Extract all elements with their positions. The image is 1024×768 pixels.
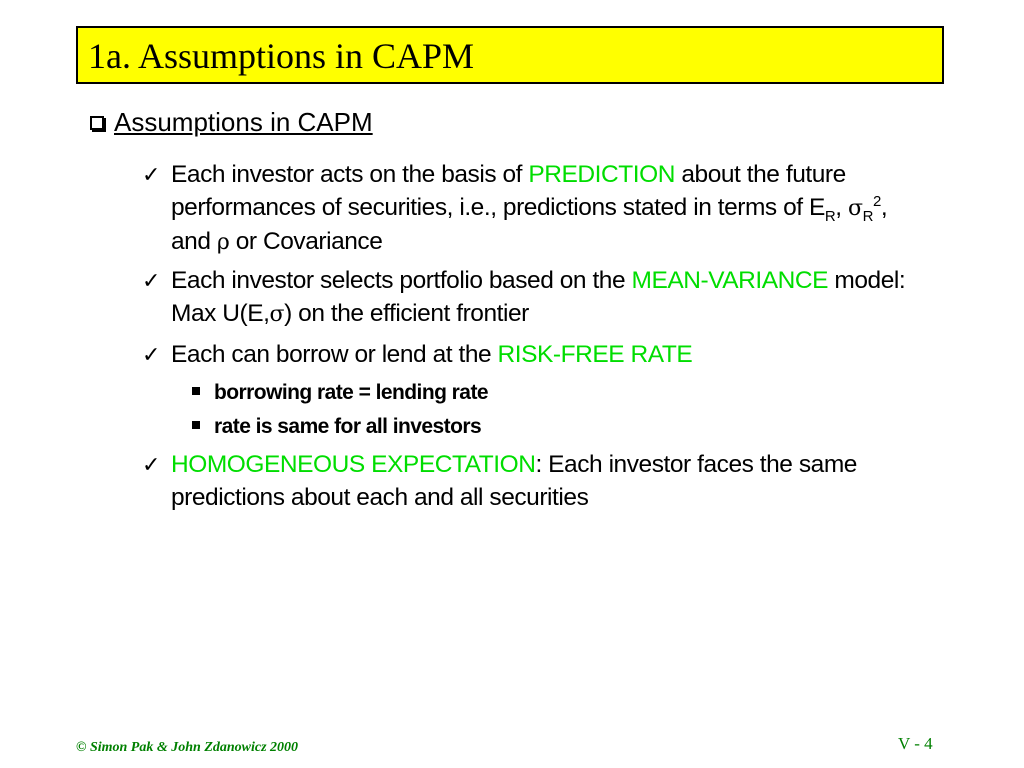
highlight-term: HOMOGENEOUS EXPECTATION: [171, 451, 536, 478]
sigma-symbol: σ: [269, 302, 285, 327]
rho-symbol: ρ: [216, 230, 230, 255]
checkmark-icon: ✓: [142, 452, 160, 477]
highlight-term: RISK-FREE RATE: [497, 341, 693, 368]
item-text: Each investor acts on the basis of PREDICTION about the future performances of securities, i.e., predictions stated in terms of $E_R$, $\sigma_R^2$, and ρ or Covariance: [171, 161, 888, 255]
sigma-symbol: σ: [847, 196, 863, 221]
square-bullet-icon: [192, 421, 200, 429]
footer-copyright: © Simon Pak & John Zdanowicz 2000: [76, 740, 299, 755]
square-bullet-icon: [192, 387, 200, 395]
slide-title: 1a. Assumptions in CAPM: [88, 36, 475, 76]
title-banner: [76, 26, 944, 84]
heading-bullet: [90, 106, 373, 138]
assumption-item-risk-free: [142, 338, 926, 371]
item-text: Each can borrow or lend at the RISK-FREE RATE: [171, 341, 693, 368]
page-number: V - 4: [898, 734, 933, 753]
highlight-term: MEAN-VARIANCE: [631, 267, 829, 294]
sub-item: rate is same for all investors: [192, 413, 481, 441]
checkmark-icon: ✓: [142, 162, 160, 187]
assumption-item-homogeneous: [142, 448, 926, 514]
sub-item: borrowing rate = lending rate: [192, 379, 488, 407]
item-text: Each investor selects portfolio based on the MEAN-VARIANCE model: Max U(E,σ) on the efficient frontier: [171, 267, 906, 327]
checkmark-icon: ✓: [142, 268, 160, 293]
assumption-item-mean-variance: [142, 264, 926, 331]
highlight-term: PREDICTION: [528, 161, 675, 188]
section-heading: Assumptions in CAPM: [114, 107, 373, 137]
assumption-item-prediction: [142, 158, 926, 259]
item-text: HOMOGENEOUS EXPECTATION: Each investor faces the same predictions about each and all securities: [171, 451, 857, 511]
checkmark-icon: ✓: [142, 342, 160, 367]
square-bullet-icon: [90, 116, 104, 130]
